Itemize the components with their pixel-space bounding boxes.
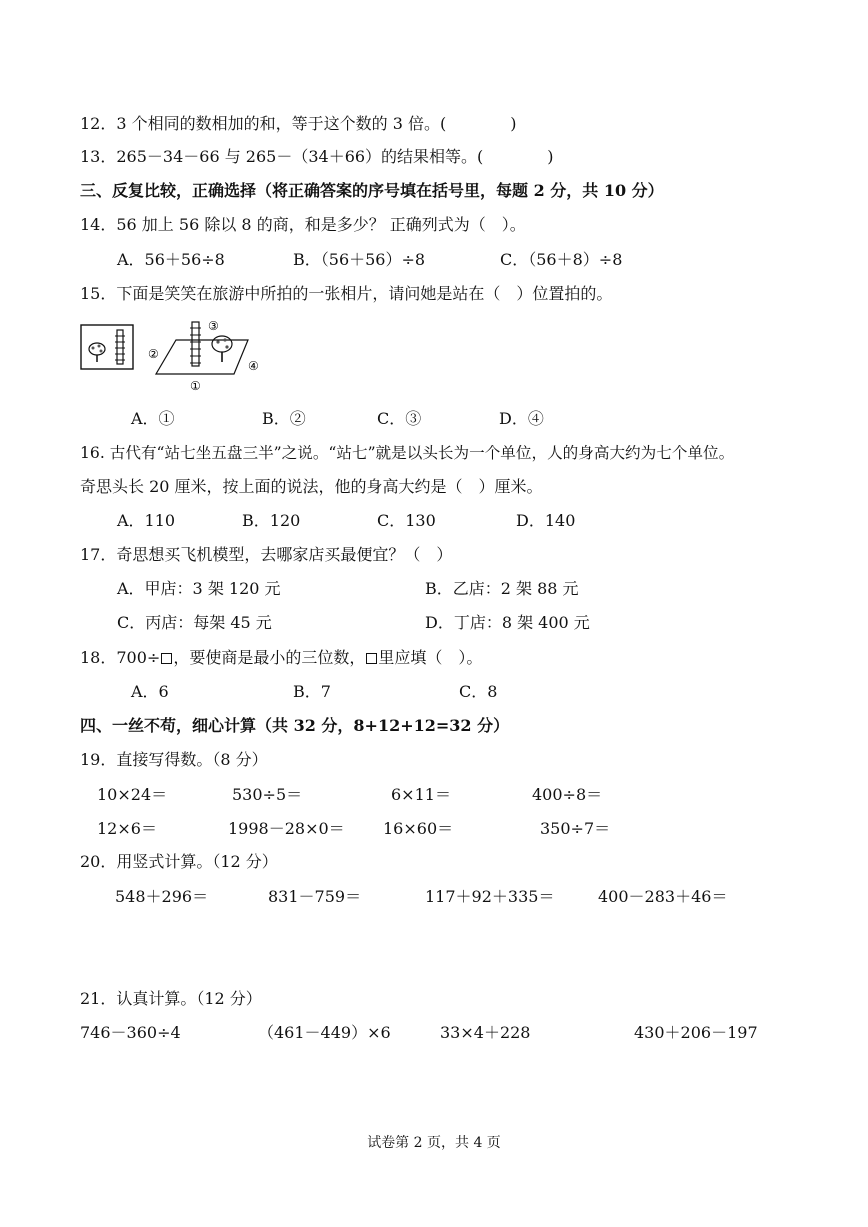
question-19-item: 350÷7＝ [540,819,611,838]
question-18-stem [80,648,482,668]
question-19-stem: 19．直接写得数。（8 分） [80,750,268,769]
question-20-stem: 20．用竖式计算。（12 分） [80,852,278,871]
position-label-2: ② [148,347,159,361]
page-footer: 试卷第 2 页，共 4 页 [367,1135,501,1151]
question-19-item: 530÷5＝ [232,785,303,804]
position-label-1: ① [190,379,201,393]
tree-icon [89,343,105,362]
question-15-option-c: C．③ [377,409,422,428]
question-19-item: 400÷8＝ [532,785,603,804]
blank-box-icon [161,653,172,664]
question-16-line-2: 奇思头长 20 厘米，按上面的说法，他的身高大约是（ ）厘米。 [80,477,543,496]
photo-figure [80,324,136,372]
question-15-option-d: D．④ [499,409,544,428]
position-label-4: ④ [248,359,259,373]
question-17-option-c: C．丙店：每架 45 元 [117,613,272,632]
question-15-option-a: A．① [131,409,175,428]
question-15-option-b: B．② [262,409,306,428]
section-4-heading: 四、一丝不苟，细心计算（共 32 分，8+12+12=32 分） [80,716,510,735]
question-19-item: 6×11＝ [391,785,451,804]
blank-box-icon [366,653,377,664]
question-19-item: 10×24＝ [97,785,168,804]
question-19-item: 16×60＝ [383,819,454,838]
question-21-item: （461－449）×6 [258,1023,391,1042]
question-17-option-b: B．乙店：2 架 88 元 [425,579,579,598]
question-13: 13．265－34－66 与 265－（34＋66）的结果相等。( ) [80,147,554,166]
question-18-option-c: C．8 [459,682,498,701]
question-21-item: 430＋206－197 [634,1023,758,1042]
position-label-3: ③ [208,319,219,333]
section-3-heading: 三、反复比较，正确选择（将正确答案的序号填在括号里，每题 2 分，共 10 分） [80,181,664,200]
question-14-stem: 14．56 加上 56 除以 8 的商，和是多少？ 正确列式为（ ）。 [80,215,526,234]
question-14-option-c: C．（56＋8）÷8 [500,250,623,269]
question-19-item: 12×6＝ [97,819,157,838]
question-21-stem: 21．认真计算。（12 分） [80,989,262,1008]
question-20-item: 831－759＝ [268,887,362,906]
question-15-stem: 15．下面是笑笑在旅游中所拍的一张相片，请问她是站在（ ）位置拍的。 [80,284,613,303]
question-17-option-d: D．丁店：8 架 400 元 [425,613,590,632]
question-20-item: 117＋92＋335＝ [425,887,555,906]
question-18-option-a: A．6 [131,682,169,701]
question-16-option-d: D．140 [516,511,576,530]
question-16-option-c: C．130 [377,511,436,530]
question-20-item: 548＋296＝ [115,887,209,906]
question-18-option-b: B．7 [293,682,331,701]
question-16-line-1: 16. 古代有“站七坐五盘三半”之说。“站七”就是以头长为一个单位，人的身高大约为七个单位。 [80,444,735,462]
question-18-stem-pre: 18．700÷ [80,648,161,667]
question-18-stem-post: ，要使商是最小的三位数， [173,648,366,667]
tower-icon [190,322,201,366]
question-19-item: 1998－28×0＝ [228,819,345,838]
question-14-option-b: B．（56＋56）÷8 [293,250,426,269]
question-17-option-a: A．甲店：3 架 120 元 [117,579,281,598]
question-20-item: 400－283＋46＝ [598,887,728,906]
question-12: 12．3 个相同的数相加的和，等于这个数的 3 倍。( ) [80,114,517,133]
question-18-stem-end: 里应填（ ）。 [378,648,483,667]
tower-icon [115,330,125,364]
position-diagram [148,314,268,394]
question-21-item: 33×4＋228 [440,1023,531,1042]
question-17-stem: 17．奇思想买飞机模型，去哪家店买最便宜？（ ） [80,545,453,564]
question-14-option-a: A．56＋56÷8 [117,250,225,269]
question-16-option-a: A．110 [117,511,176,530]
question-21-item: 746－360÷4 [80,1023,181,1042]
question-16-option-b: B．120 [242,511,301,530]
